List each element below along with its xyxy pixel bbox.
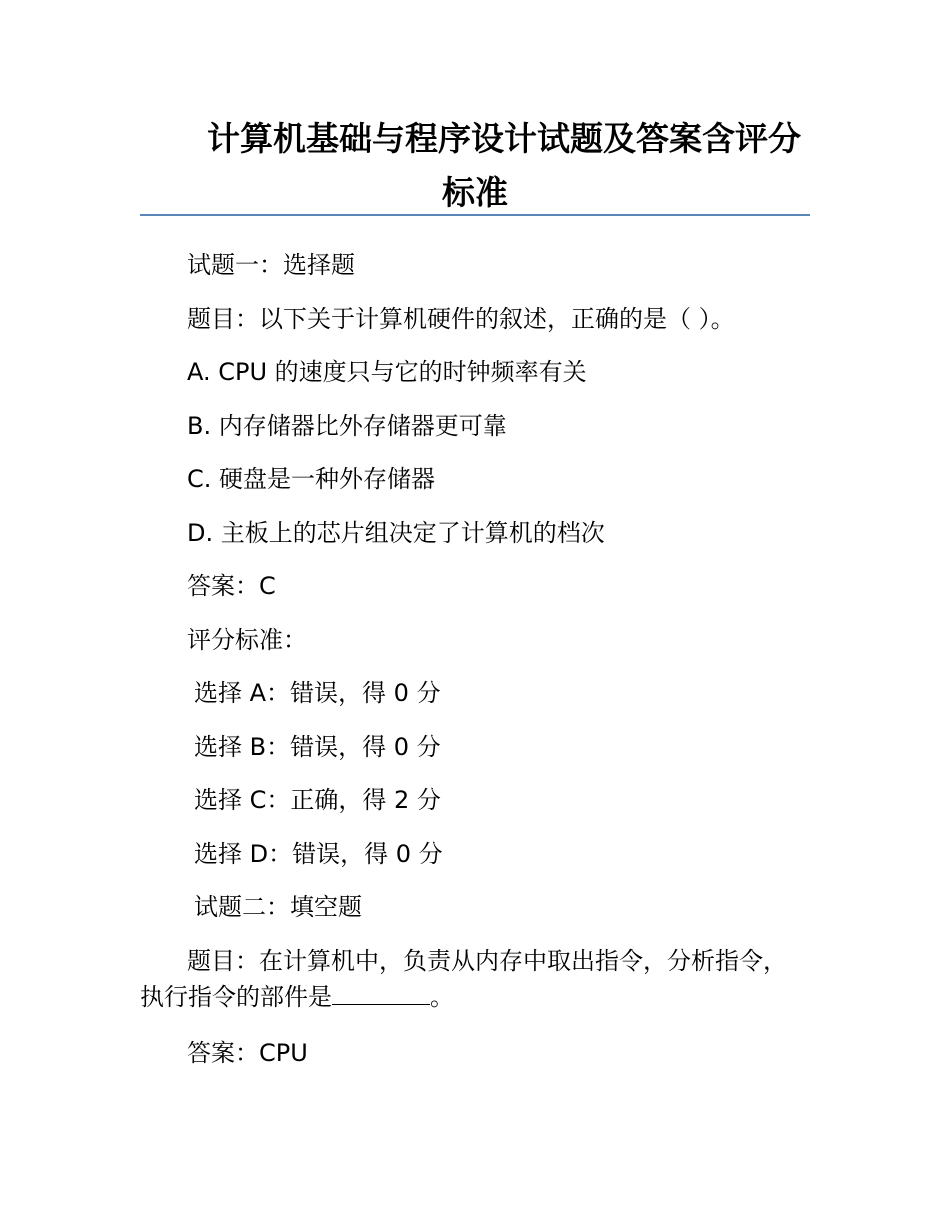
q1-score-c: 选择 C：正确，得 2 分: [194, 786, 441, 814]
document-title: [140, 112, 810, 220]
q1-option-c: C. 硬盘是一种外存储器: [187, 465, 436, 493]
q1-option-b: B. 内存储器比外存储器更可靠: [187, 412, 507, 440]
title-line-1: 计算机基础与程序设计试题及答案含评分: [207, 119, 801, 158]
q1-heading: 试题一：选择题: [187, 251, 355, 279]
q1-option-a: A. CPU 的速度只与它的时钟频率有关: [187, 358, 587, 386]
q1-option-d: D. 主板上的芯片组决定了计算机的档次: [187, 519, 605, 547]
q1-question: 题目：以下关于计算机硬件的叙述，正确的是（ ）。: [187, 305, 735, 333]
q2-question-text: 题目：在计算机中，负责从内存中取出指令，分析指令，执行指令的部件是: [140, 947, 787, 1011]
q1-score-b: 选择 B：错误，得 0 分: [194, 733, 441, 761]
q1-score-a: 选择 A：错误，得 0 分: [194, 679, 441, 707]
q2-question-end: 。: [430, 983, 454, 1011]
q1-scoring-heading: 评分标准：: [187, 626, 307, 654]
q2-question: [140, 943, 810, 1015]
fill-in-blank: [332, 982, 430, 1005]
title-line-2: 标准: [442, 173, 508, 212]
title-divider: [140, 214, 810, 216]
q1-answer: 答案：C: [187, 572, 276, 600]
q2-heading: 试题二：填空题: [194, 893, 362, 921]
q1-score-d: 选择 D：错误，得 0 分: [194, 840, 443, 868]
q2-answer: 答案：CPU: [187, 1039, 308, 1067]
